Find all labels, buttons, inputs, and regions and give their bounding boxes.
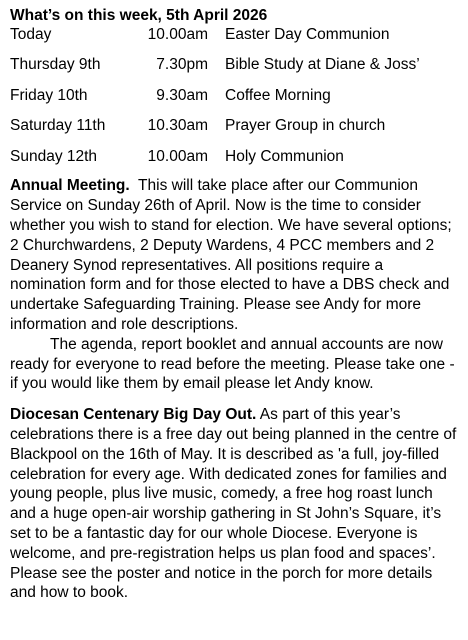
schedule-event: Bible Study at Diane & Joss’ [225, 56, 420, 73]
schedule-row [10, 77, 420, 108]
schedule-time: 9.30am [156, 86, 208, 104]
schedule-event: Prayer Group in church [225, 117, 386, 135]
schedule-row [10, 138, 420, 169]
schedule-event: Easter Day Communion [225, 26, 390, 43]
schedule-row [10, 46, 420, 77]
annual-meeting-paragraph [10, 176, 460, 334]
page-title: What’s on this week, 5th April 2026 [10, 7, 268, 24]
schedule-event: Holy Communion [225, 147, 344, 165]
schedule-day: Thursday 9th [10, 56, 101, 73]
schedule-time: 10.00am [147, 26, 208, 43]
big-day-out-paragraph [10, 405, 460, 603]
schedule-time: 7.30pm [156, 56, 208, 73]
schedule-event: Coffee Morning [225, 86, 331, 104]
annual-meeting-text: This will take place after our Communion Service on Sunday 26th of April. Now is the time to consider whether you wish to stand for election. We have several options; 2 Churchwardens, 2 Deputy Wardens, 4 PCC members and 2 Deanery Synod representatives. All positions require a nomination form and for those elected to have a DBS check and undertake Safeguarding Training. Please see Andy for more information and role descriptions. [10, 177, 457, 333]
big-day-out-text: As part of this year’s celebrations there is a free day out being planned in the centre of Blackpool on the 16th of May. It is described as 'a full, joy-filled celebration for every age. With dedicated zones for families and young people, plus live music, comedy, a free hog roast lunch and a huge open-air worship gathering in St John’s Square, it’s set to be a fantastic day for our whole Diocese. Everyone is welcome, and pre-registration helps us plan food and spaces’. Please see the poster and notice in the porch for more details and how to book. [10, 406, 461, 602]
schedule-day: Sunday 12th [10, 147, 98, 165]
schedule-row [10, 107, 420, 138]
schedule-table [10, 26, 420, 168]
annual-meeting-agenda-paragraph: The agenda, report booklet and annual accounts are now ready for everyone to read before the meeting. Please take one - if you would like them by email please let Andy know. [10, 335, 455, 393]
schedule-day: Saturday 11th [10, 117, 106, 135]
big-day-out-title: Diocesan Centenary Big Day Out. [10, 406, 257, 424]
schedule-day: Friday 10th [10, 86, 88, 104]
schedule-time: 10.00am [147, 147, 208, 165]
annual-meeting-title: Annual Meeting. [10, 177, 130, 195]
schedule-row [10, 26, 420, 46]
schedule-day: Today [10, 26, 52, 43]
schedule-time: 10.30am [147, 117, 208, 135]
newsletter-page [10, 6, 460, 603]
